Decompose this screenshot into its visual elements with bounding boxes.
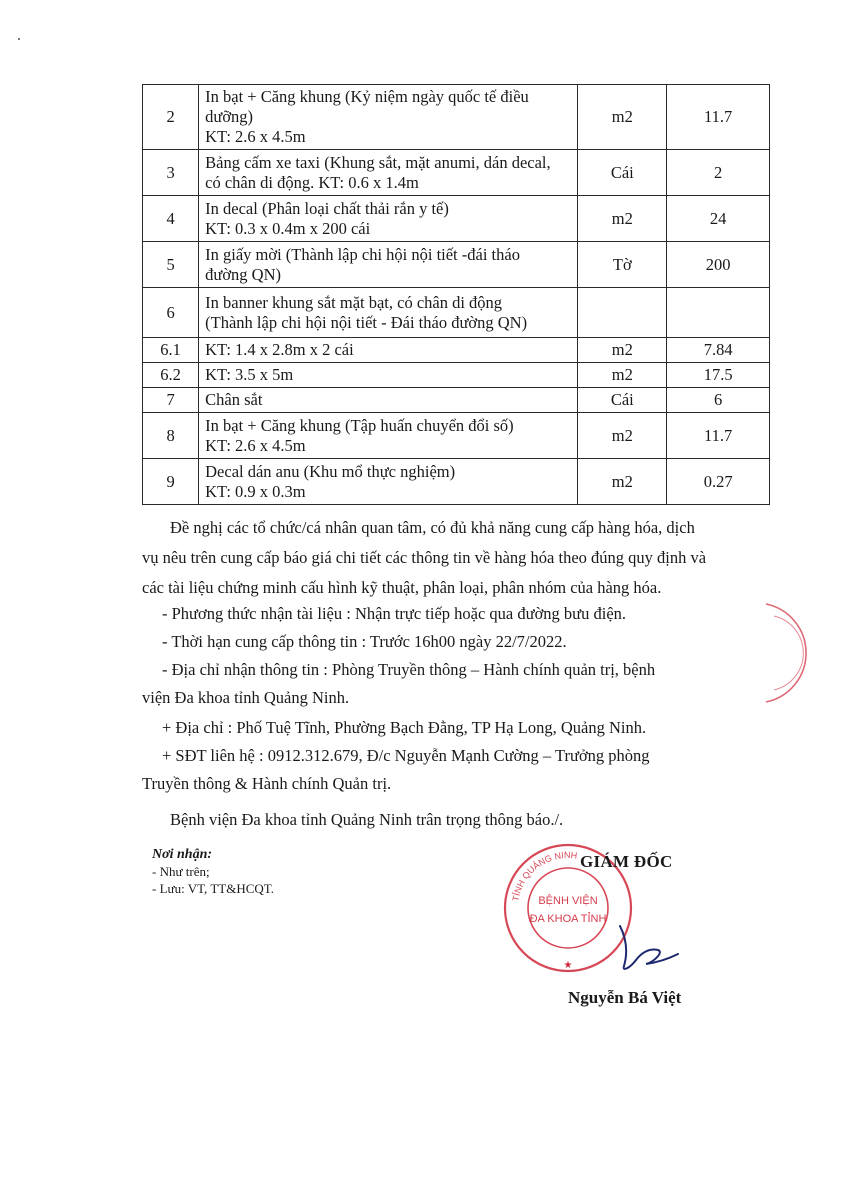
row-quantity: 11.7 xyxy=(667,85,770,150)
margin-seal-fragment xyxy=(752,598,832,708)
row-description xyxy=(199,338,578,363)
description-line: dưỡng) xyxy=(205,107,254,126)
recipient-item: - Lưu: VT, TT&HCQT. xyxy=(152,881,274,896)
description-line: KT: 0.3 x 0.4m x 200 cái xyxy=(205,218,371,238)
description-line: In bạt + Căng khung (Tập huấn chuyển đổi số) xyxy=(205,415,514,435)
seal-ring-text: TỈNH QUẢNG NINH xyxy=(510,849,578,903)
row-quantity xyxy=(667,288,770,338)
row-number: 5 xyxy=(143,242,199,288)
table-row xyxy=(143,288,770,338)
table-row xyxy=(143,459,770,505)
address-line-2: viện Đa khoa tỉnh Quảng Ninh. xyxy=(142,688,350,707)
row-quantity: 2 xyxy=(667,150,770,196)
description-line: In banner khung sắt mặt bạt, có chân di động xyxy=(205,292,503,312)
intro-line-1: Đề nghị các tổ chức/cá nhân quan tâm, có đủ khả năng cung cấp hàng hóa, dịch xyxy=(170,518,695,537)
row-description xyxy=(199,363,578,388)
table-row xyxy=(143,388,770,413)
description-line: KT: 1.4 x 2.8m x 2 cái xyxy=(205,340,354,359)
row-unit: Cái xyxy=(578,150,667,196)
row-unit: m2 xyxy=(578,413,667,459)
row-quantity: 17.5 xyxy=(667,363,770,388)
table-row xyxy=(143,196,770,242)
row-description xyxy=(199,196,578,242)
recipients-heading: Nơi nhận: xyxy=(152,847,213,862)
row-number: 3 xyxy=(143,150,199,196)
row-unit: Tờ xyxy=(578,242,667,288)
row-number: 9 xyxy=(143,459,199,505)
recipients-block xyxy=(152,846,274,897)
row-description xyxy=(199,85,578,150)
seal-star-icon: ★ xyxy=(563,960,573,971)
address-detail-line: + Địa chỉ : Phố Tuệ Tĩnh, Phường Bạch Đằng, TP Hạ Long, Quảng Ninh. xyxy=(162,718,647,737)
description-line: đường QN) xyxy=(205,264,282,284)
table-row xyxy=(143,150,770,196)
address-line-1: - Địa chỉ nhận thông tin : Phòng Truyền thông – Hành chính quản trị, bệnh xyxy=(162,660,656,679)
closing-line: Bệnh viện Đa khoa tỉnh Quảng Ninh trân trọng thông báo./. xyxy=(170,810,564,829)
table-row xyxy=(143,85,770,150)
items-table-body xyxy=(143,85,770,505)
table-row xyxy=(143,363,770,388)
scan-speck xyxy=(18,38,20,40)
row-quantity: 0.27 xyxy=(667,459,770,505)
row-number: 6.1 xyxy=(143,338,199,363)
row-number: 6 xyxy=(143,288,199,338)
description-line: In decal (Phân loại chất thải rắn y tế) xyxy=(205,198,449,218)
row-number: 6.2 xyxy=(143,363,199,388)
description-line: KT: 0.9 x 0.3m xyxy=(205,481,306,501)
row-description xyxy=(199,413,578,459)
row-quantity: 24 xyxy=(667,196,770,242)
row-description xyxy=(199,150,578,196)
phone-line-1: + SĐT liên hệ : 0912.312.679, Đ/c Nguyễn Mạnh Cường – Trưởng phòng xyxy=(162,746,650,765)
table-row xyxy=(143,338,770,363)
description-line: Bảng cấm xe taxi (Khung sắt, mặt anumi, dán decal, xyxy=(205,152,551,172)
row-number: 2 xyxy=(143,85,199,150)
table-row xyxy=(143,242,770,288)
row-unit: m2 xyxy=(578,85,667,150)
recipient-item: - Như trên; xyxy=(152,864,210,879)
description-line: KT: 2.6 x 4.5m xyxy=(205,127,306,146)
row-unit: m2 xyxy=(578,338,667,363)
seal-inner-line-2: ĐA KHOA TỈNH xyxy=(529,913,607,925)
row-unit: Cái xyxy=(578,388,667,413)
row-quantity: 200 xyxy=(667,242,770,288)
description-line: Decal dán anu (Khu mổ thực nghiệm) xyxy=(205,461,456,481)
row-quantity: 11.7 xyxy=(667,413,770,459)
items-table xyxy=(142,84,770,505)
description-line: Chân sắt xyxy=(205,390,263,409)
row-unit: m2 xyxy=(578,196,667,242)
row-number: 4 xyxy=(143,196,199,242)
row-description xyxy=(199,388,578,413)
description-line: có chân di động. KT: 0.6 x 1.4m xyxy=(205,172,419,192)
signature-title: GIÁM ĐỐC xyxy=(580,852,673,871)
signer-name: Nguyễn Bá Việt xyxy=(568,988,682,1007)
description-line: In bạt + Căng khung (Kỷ niệm ngày quốc tế điều xyxy=(205,87,529,106)
row-quantity: 7.84 xyxy=(667,338,770,363)
description-line: In giấy mời (Thành lập chi hội nội tiết -đái tháo xyxy=(205,244,520,264)
method-line: - Phương thức nhận tài liệu : Nhận trực tiếp hoặc qua đường bưu điện. xyxy=(162,604,627,623)
deadline-line: - Thời hạn cung cấp thông tin : Trước 16h00 ngày 22/7/2022. xyxy=(162,632,567,651)
row-unit xyxy=(578,288,667,338)
phone-line-2: Truyền thông & Hành chính Quản trị. xyxy=(142,774,392,793)
description-line: KT: 3.5 x 5m xyxy=(205,365,294,384)
intro-line-2: vụ nêu trên cung cấp báo giá chi tiết các thông tin về hàng hóa theo đúng quy định và xyxy=(142,548,707,567)
row-number: 8 xyxy=(143,413,199,459)
table-row xyxy=(143,413,770,459)
row-description xyxy=(199,288,578,338)
description-line: (Thành lập chi hội nội tiết - Đái tháo đường QN) xyxy=(205,312,528,332)
row-unit: m2 xyxy=(578,459,667,505)
row-description xyxy=(199,242,578,288)
intro-line-3: các tài liệu chứng minh cấu hình kỹ thuật, phân loại, phân nhóm của hàng hóa. xyxy=(142,578,662,597)
handwritten-signature xyxy=(600,918,680,978)
row-description xyxy=(199,459,578,505)
row-quantity: 6 xyxy=(667,388,770,413)
description-line: KT: 2.6 x 4.5m xyxy=(205,435,306,455)
row-number: 7 xyxy=(143,388,199,413)
seal-inner-line-1: BỆNH VIỆN xyxy=(538,895,598,907)
row-unit: m2 xyxy=(578,363,667,388)
